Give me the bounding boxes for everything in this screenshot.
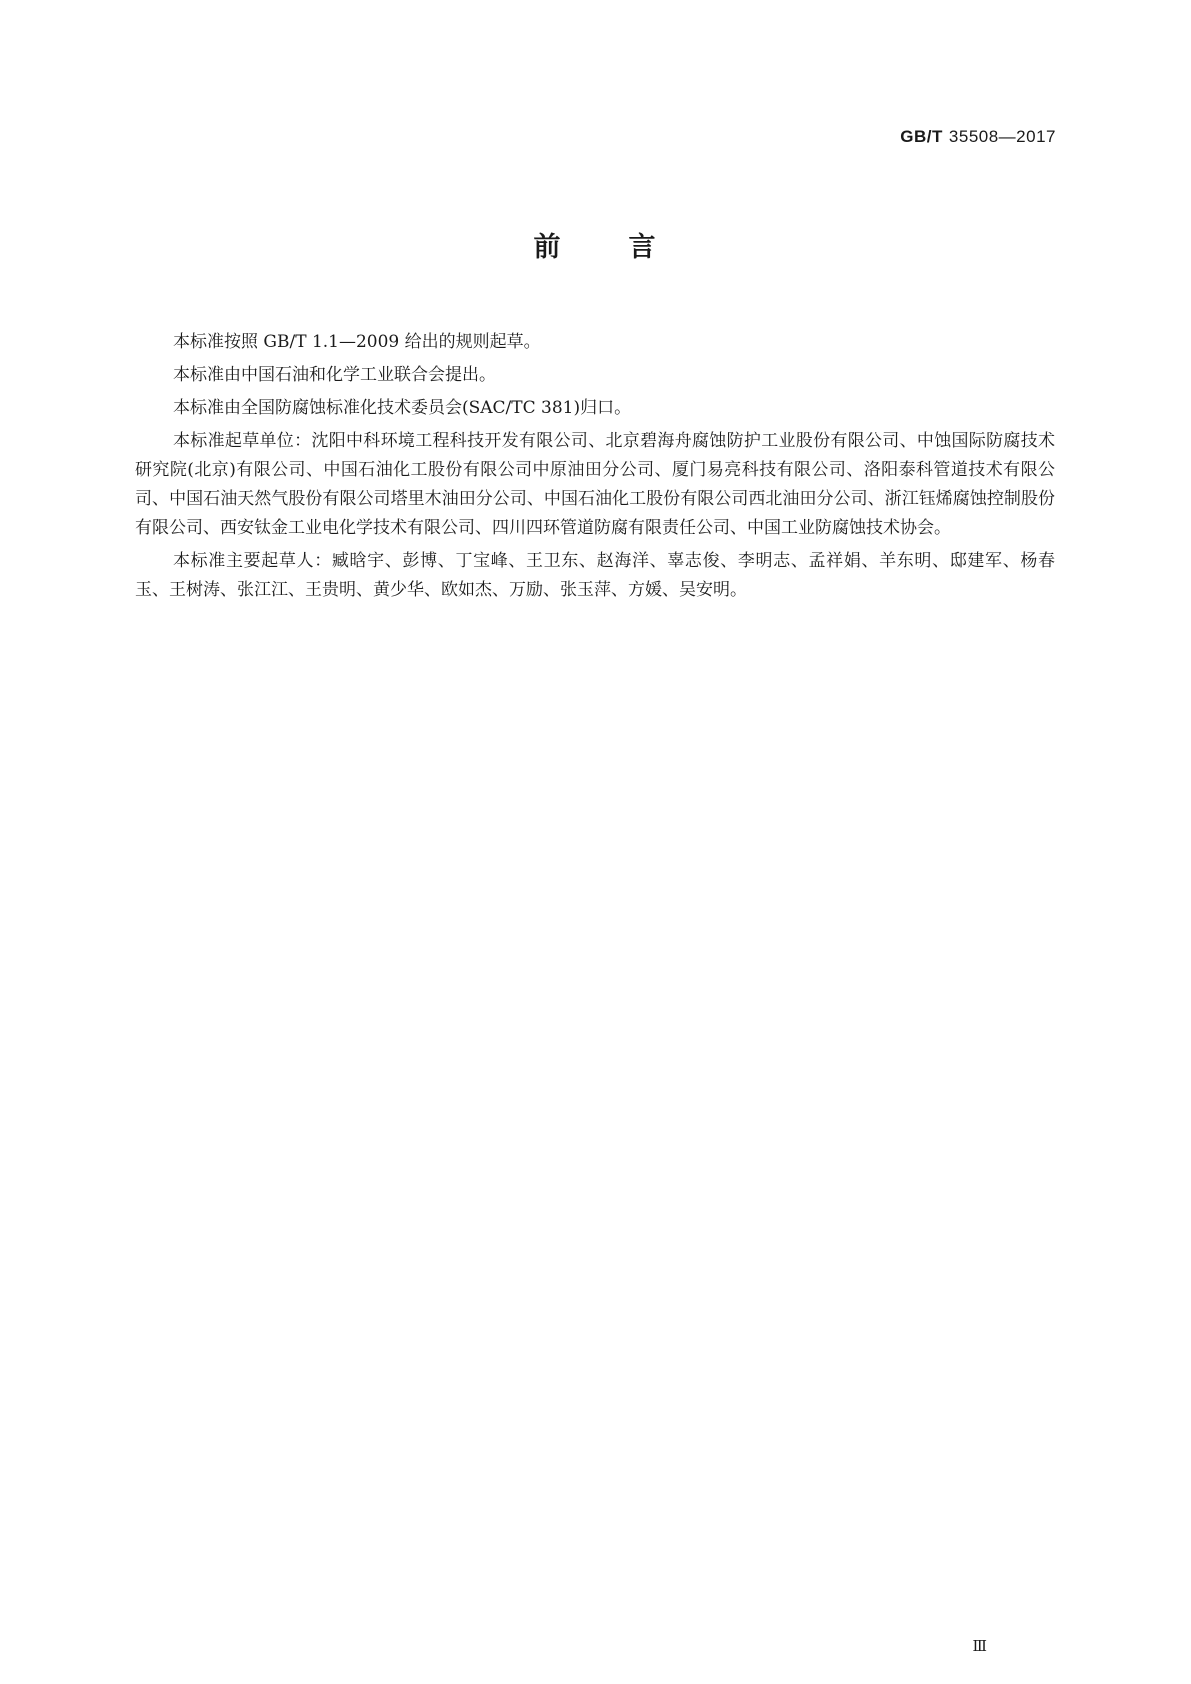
title-char-1: 前	[533, 232, 563, 263]
standard-number: 35508—2017	[948, 127, 1056, 146]
paragraph-drafting-units: 本标准起草单位：沈阳中科环境工程科技开发有限公司、北京碧海舟腐蚀防护工业股份有限公司、中蚀国际防腐技术研究院(北京)有限公司、中国石油化工股份有限公司中原油田分公司、厦门易亮科技有限公司、洛阳泰科管道技术有限公司、中国石油天然气股份有限公司塔里木油田分公司、中国石油化工股份有限公司西北油田分公司、浙江钰烯腐蚀控制股份有限公司、西安钛金工业电化学技术有限公司、四川四环管道防腐有限责任公司、中国工业防腐蚀技术协会。	[135, 431, 1055, 538]
paragraph-proposer: 本标准由中国石油和化学工业联合会提出。	[173, 365, 496, 385]
paragraph-drafters: 本标准主要起草人：臧晗宇、彭博、丁宝峰、王卫东、赵海洋、辜志俊、李明志、孟祥娟、羊东明、邸建军、杨春玉、王树涛、张江江、王贵明、黄少华、欧如杰、万励、张玉萍、方媛、吴安明。	[135, 551, 1055, 600]
page-title	[0, 225, 1191, 264]
standard-code	[900, 127, 1056, 147]
standard-prefix: GB/T	[900, 127, 943, 146]
paragraph-drafting-rules: 本标准按照 GB/T 1.1—2009 给出的规则起草。	[173, 332, 541, 352]
paragraph-committee: 本标准由全国防腐蚀标准化技术委员会(SAC/TC 381)归口。	[173, 398, 632, 418]
foreword-body	[135, 328, 1055, 609]
title-char-2: 言	[628, 232, 658, 263]
page-number: Ⅲ	[972, 1637, 986, 1655]
